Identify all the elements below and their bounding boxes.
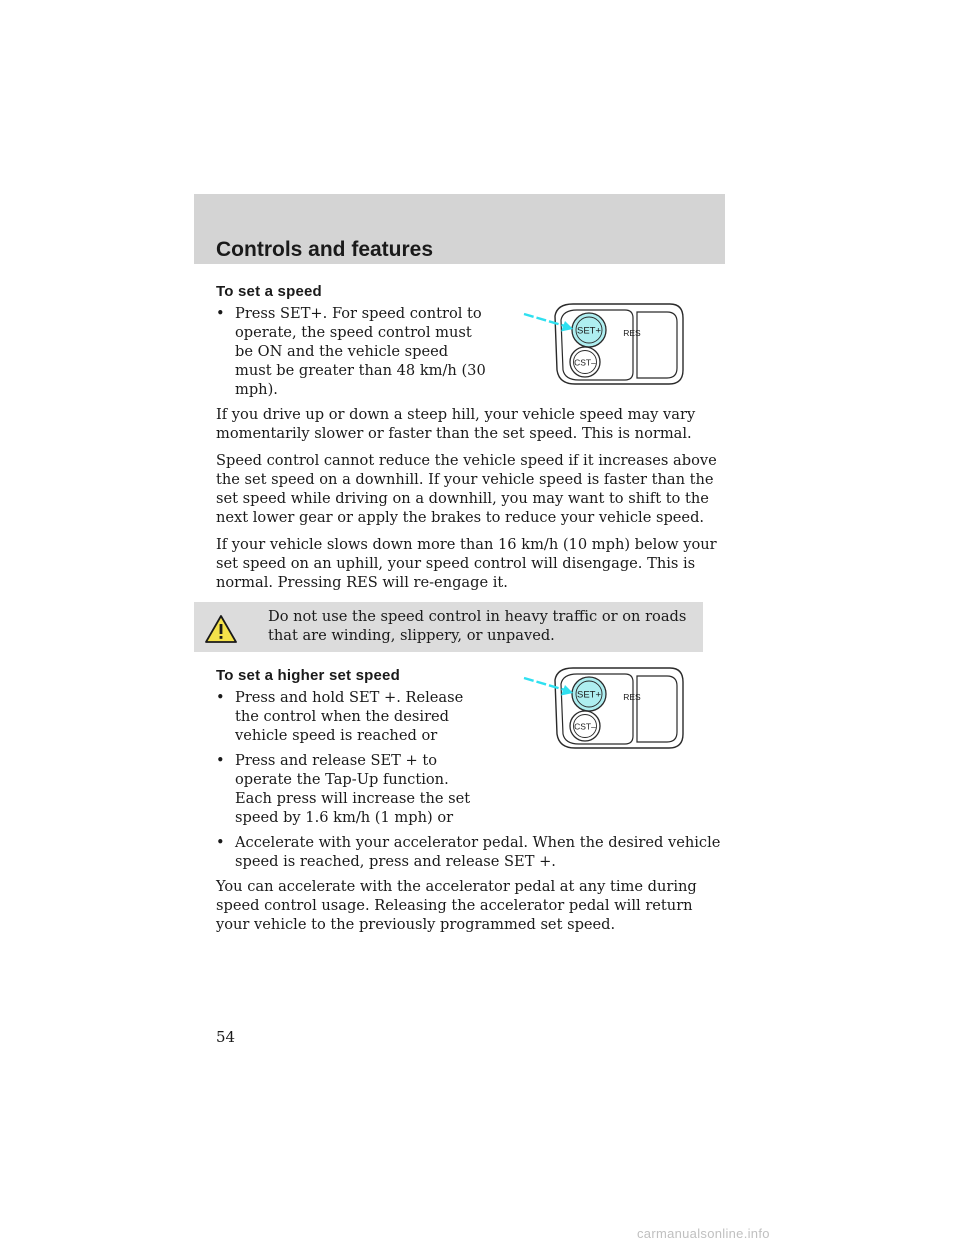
paragraph: Speed control cannot reduce the vehicle speed if it increases above the set speed on a downhill. If your vehicle speed is faster than the set speed while driving on a downhill, you may want to shift to the next lower gear or apply the brakes to reduce your vehicle speed. [216, 452, 717, 526]
bullet-item [216, 304, 487, 399]
paragraph: You can accelerate with the accelerator pedal at any time during speed control usage. Releasing the accelerator pedal will return your vehicle to the previously programmed set speed. [216, 878, 697, 933]
bullet-text: Press and hold SET +. Release the control when the desired vehicle speed is reached or [235, 689, 464, 744]
speed-control-switch-icon [515, 298, 685, 388]
set-plus-label: SET+ [576, 325, 602, 337]
cst-minus-label: CST– [574, 357, 596, 368]
bullet-item [216, 833, 726, 871]
bullet-text: Press and release SET + to operate the Tap-Up function. Each press will increase the set speed by 1.6 km/h (1 mph) or [235, 752, 471, 826]
paragraph: If you drive up or down a steep hill, your vehicle speed may vary momentarily slower or faster than the set speed. This is normal. [216, 406, 696, 442]
bullet-dot: • [216, 834, 225, 851]
bullet-item [216, 688, 487, 745]
page-number: 54 [216, 1028, 236, 1046]
bullet-dot: • [216, 689, 225, 706]
heading-higher-speed: To set a higher set speed [216, 667, 400, 684]
bullet-text: Press SET+. For speed control to operate, the speed control must be ON and the vehicle speed must be greater than 48 km/h (30 mph). [235, 305, 486, 398]
speed-control-switch-icon [515, 662, 685, 752]
bullet-dot: • [216, 305, 225, 322]
set-plus-label: SET+ [576, 689, 602, 701]
paragraph: If your vehicle slows down more than 16 km/h (10 mph) below your set speed on an uphill, your speed control will disengage. This is normal. Pressing RES will re-engage it. [216, 536, 717, 591]
bullet-dot: • [216, 752, 225, 769]
res-label: RES [623, 328, 641, 338]
bullet-text: Accelerate with your accelerator pedal. When the desired vehicle speed is reached, press and release SET +. [235, 834, 721, 870]
bullet-item [216, 751, 487, 827]
watermark-link[interactable]: carmanualsonline.info [637, 1226, 770, 1241]
speed-control-illustration [515, 662, 685, 752]
warning-text: Do not use the speed control in heavy traffic or on roads that are winding, slippery, or unpaved. [268, 608, 687, 644]
warning-triangle-icon [204, 614, 238, 644]
section-title: Controls and features [216, 238, 434, 261]
heading-set-speed: To set a speed [216, 283, 322, 300]
res-label: RES [623, 692, 641, 702]
warning-box [194, 602, 703, 652]
cst-minus-label: CST– [574, 721, 596, 732]
speed-control-illustration [515, 298, 685, 388]
